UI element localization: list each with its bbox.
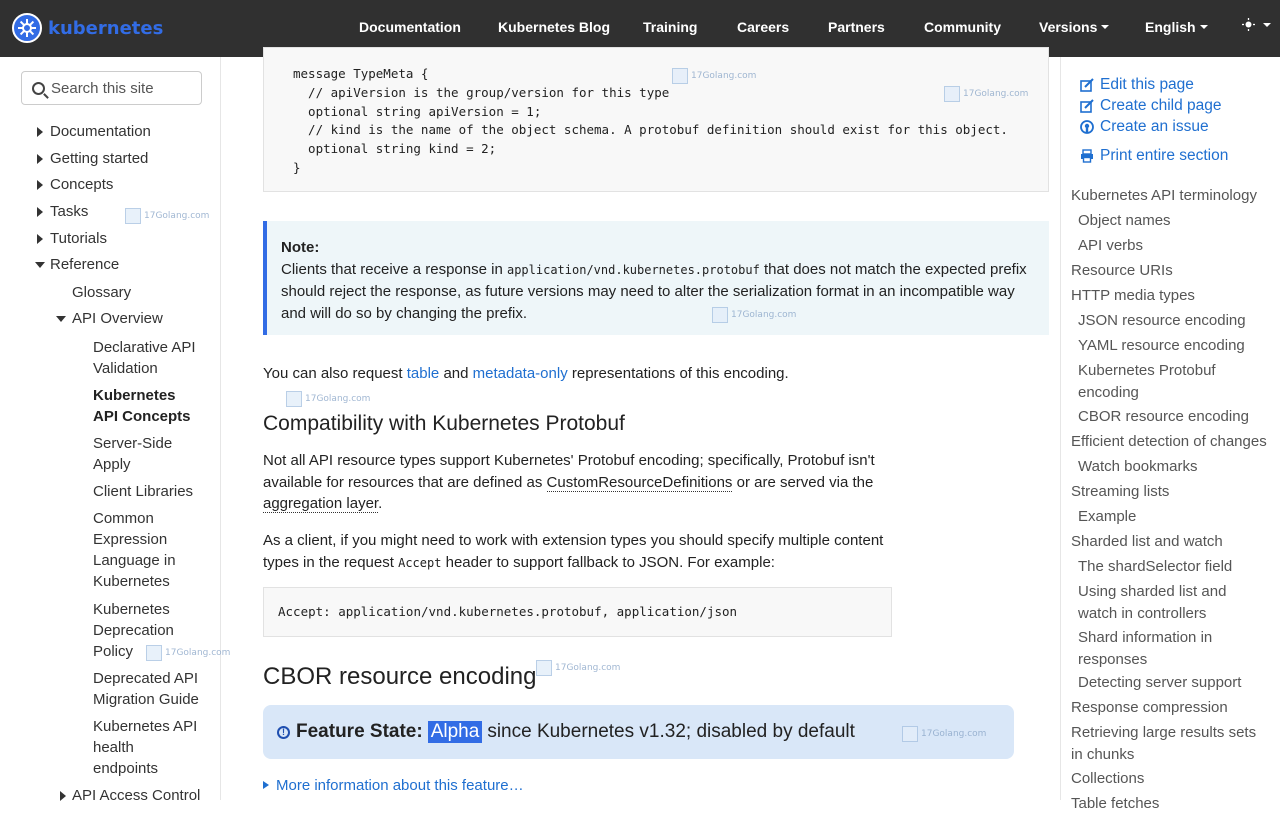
toc-item[interactable]: The shardSelector field (1078, 558, 1233, 575)
sidebar-item-reference[interactable]: Reference (50, 256, 120, 273)
alpha-badge: Alpha (428, 721, 483, 743)
expand-arrow-icon[interactable] (37, 207, 43, 217)
sidebar-item-concepts[interactable]: Concepts (50, 176, 114, 193)
toc-item[interactable]: Object names (1078, 212, 1171, 229)
toc-item[interactable]: Kubernetes API terminology (1071, 187, 1257, 204)
watermark: 17Golang.com (944, 86, 1028, 102)
feature-state-text: since Kubernetes v1.32; disabled by default (487, 721, 855, 742)
nav-kubernetes-blog[interactable]: Kubernetes Blog (498, 19, 611, 35)
term-aggregation-layer[interactable]: aggregation layer (263, 495, 379, 512)
sidebar-item-api-access-control[interactable]: API Access Control (72, 787, 201, 804)
edit-icon (1080, 99, 1094, 113)
edit-page-link[interactable]: Edit this page (1080, 76, 1194, 94)
toc-item[interactable]: Retrieving large results sets in chunks (1071, 724, 1257, 763)
toc-item[interactable]: Watch bookmarks (1078, 458, 1198, 475)
term-crd[interactable]: CustomResourceDefinitions (546, 473, 733, 491)
sidebar-item-deprecation-policy[interactable]: Kubernetes Deprecation Policy (93, 601, 174, 660)
heading-compatibility: Compatibility with Kubernetes Protobuf (263, 412, 625, 435)
note-title: Note: (281, 239, 320, 256)
toc-item[interactable]: CBOR resource encoding (1078, 408, 1249, 425)
note-text: Clients that receive a response in application/vnd.kubernetes.protobuf that does not match the expected prefix should reject the response, as future versions may need to alter the serialization format in an incompatible way and will do so by changing the prefix. (281, 260, 1027, 322)
sun-icon (1242, 18, 1255, 31)
expand-arrow-icon[interactable] (37, 180, 43, 190)
nav-documentation[interactable]: Documentation (359, 19, 461, 35)
right-sidebar (1060, 57, 1280, 812)
print-icon (1080, 149, 1094, 163)
paragraph-representations: You can also request table and metadata-only representations of this encoding. (263, 365, 789, 382)
print-section-link[interactable]: Print entire section (1080, 147, 1228, 165)
paragraph-compatibility: Not all API resource types support Kubernetes' Protobuf encoding; specifically, Protobuf isn't available for resources that are defined as CustomResourceDefinitions or are served via the aggregation layer. (263, 452, 875, 512)
watermark: 17Golang.com (712, 307, 796, 323)
link-metadata-only[interactable]: metadata-only (472, 365, 568, 382)
watermark: 17Golang.com (672, 68, 756, 84)
sidebar-item-cel[interactable]: Common Expression Language in Kubernetes (93, 510, 176, 590)
sidebar-item-api-overview[interactable]: API Overview (72, 310, 163, 327)
watermark: 17Golang.com (536, 660, 620, 676)
toc-item[interactable]: Using sharded list and watch in controllers (1078, 583, 1227, 622)
sidebar-item-tutorials[interactable]: Tutorials (50, 230, 107, 247)
sidebar-item-api-health-endpoints[interactable]: Kubernetes API health endpoints (93, 718, 198, 777)
edit-icon (1080, 78, 1094, 92)
toc-item[interactable]: HTTP media types (1071, 287, 1195, 304)
expand-arrow-icon[interactable] (60, 791, 66, 801)
brand-link[interactable] (12, 13, 163, 43)
info-icon: ! (277, 726, 290, 739)
theme-toggle[interactable] (1242, 17, 1271, 33)
toc-item[interactable]: Streaming lists (1071, 483, 1170, 500)
sidebar-item-glossary[interactable]: Glossary (72, 284, 132, 301)
toc-item[interactable]: Response compression (1071, 699, 1228, 716)
sidebar-item-kubernetes-api-concepts[interactable]: Kubernetes API Concepts (93, 387, 191, 425)
toc-item[interactable]: YAML resource encoding (1078, 337, 1245, 354)
code-block-accept: Accept: application/vnd.kubernetes.protobuf, application/json (263, 587, 892, 637)
brand-name: kubernetes (48, 17, 164, 39)
left-sidebar (0, 57, 231, 804)
expand-arrow-icon[interactable] (37, 127, 43, 137)
heading-cbor: CBOR resource encoding (263, 663, 537, 690)
inline-code: Accept (398, 555, 442, 570)
watermark: 17Golang.com (286, 391, 370, 407)
github-icon (1080, 120, 1094, 134)
nav-community[interactable]: Community (924, 19, 1001, 35)
nav-versions-dropdown[interactable]: Versions (1039, 19, 1109, 35)
collapse-arrow-icon[interactable] (56, 316, 66, 322)
inline-code: application/vnd.kubernetes.protobuf (506, 262, 760, 277)
watermark: 17Golang.com (146, 645, 230, 661)
search-icon (32, 82, 45, 95)
create-issue-link[interactable]: Create an issue (1080, 118, 1209, 136)
search-input[interactable] (51, 80, 191, 97)
toc-item[interactable]: Detecting server support (1078, 674, 1242, 691)
sidebar-item-tasks[interactable]: Tasks (50, 203, 89, 220)
toc-item[interactable]: Table fetches (1071, 795, 1160, 812)
feature-state-label: Feature State: (296, 721, 423, 742)
toc-item[interactable]: JSON resource encoding (1078, 312, 1246, 329)
expand-arrow-icon[interactable] (37, 234, 43, 244)
toc-item[interactable]: Efficient detection of changes (1071, 433, 1267, 450)
kubernetes-wheel-icon (12, 13, 42, 43)
nav-language-dropdown[interactable]: English (1145, 19, 1208, 35)
toc-item[interactable]: Kubernetes Protobuf encoding (1078, 362, 1216, 401)
nav-training[interactable]: Training (643, 19, 698, 35)
sidebar-item-deprecated-api-migration[interactable]: Deprecated API Migration Guide (93, 670, 199, 708)
toc-item[interactable]: Collections (1071, 770, 1145, 787)
sidebar-item-server-side-apply[interactable]: Server-Side Apply (93, 435, 173, 473)
note-callout (263, 221, 1049, 335)
toc-item[interactable]: API verbs (1078, 237, 1144, 254)
nav-partners[interactable]: Partners (828, 19, 885, 35)
sidebar-item-client-libraries[interactable]: Client Libraries (93, 483, 194, 500)
toc-item[interactable]: Resource URIs (1071, 262, 1173, 279)
watermark: 17Golang.com (902, 726, 986, 742)
sidebar-item-documentation[interactable]: Documentation (50, 123, 151, 140)
sidebar-item-getting-started[interactable]: Getting started (50, 150, 149, 167)
expand-arrow-icon[interactable] (37, 154, 43, 164)
search-box[interactable] (21, 71, 202, 105)
collapse-arrow-icon[interactable] (35, 262, 45, 268)
main-content (221, 57, 1060, 800)
code-block-typemeta: message TypeMeta { // apiVersion is the group/version for this type optional string apiVersion = 1; // kind is the name of the object schema. A protobuf definition should exist for this object. optional string kind = 2; } (263, 47, 1049, 192)
nav-careers[interactable]: Careers (737, 19, 790, 35)
toc-item[interactable]: Example (1078, 508, 1137, 525)
watermark: 17Golang.com (125, 208, 209, 224)
sidebar-item-declarative-api-validation[interactable]: Declarative API Validation (93, 339, 196, 377)
more-info-toggle[interactable]: More information about this feature… (263, 777, 524, 794)
link-table[interactable]: table (406, 365, 440, 382)
toc-item[interactable]: Sharded list and watch (1071, 533, 1223, 550)
create-child-page-link[interactable]: Create child page (1080, 97, 1222, 115)
toc-item[interactable]: Shard information in responses (1078, 629, 1213, 668)
paragraph-accept-header: As a client, if you might need to work with extension types you should specify multiple content types in the request Accept header to support fallback to JSON. For example: (263, 532, 884, 571)
